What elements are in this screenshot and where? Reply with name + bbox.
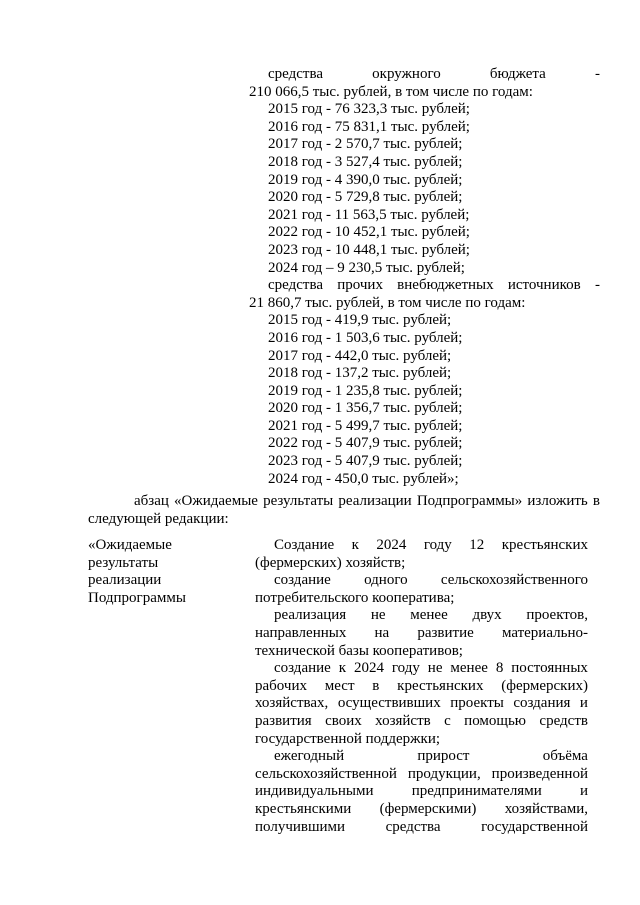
results-word: хозяйствами,	[504, 800, 588, 817]
results-word: сельскохозяйственного	[440, 572, 588, 589]
okrug-year-line: 2018 год - 3 527,4 тыс. рублей;	[268, 153, 463, 170]
results-line	[255, 695, 588, 713]
instruction-line-1	[88, 493, 600, 511]
okrug-year-line: 2015 год - 76 323,3 тыс. рублей;	[268, 101, 470, 118]
results-line-last: потребительского кооператива;	[255, 589, 455, 606]
results-word: рабочих	[255, 677, 307, 694]
results-word: создание	[274, 572, 331, 589]
results-word: хозяйствах,	[255, 695, 329, 712]
extra-year-line: 2015 год - 419,9 тыс. рублей;	[268, 312, 452, 329]
results-line	[255, 713, 588, 731]
okrug-lead-word: -	[594, 66, 600, 82]
extra-budget-years	[249, 312, 600, 488]
results-word: развития	[255, 712, 312, 729]
results-line-last: (фермерских) хозяйств;	[255, 554, 406, 571]
results-word: одного	[364, 572, 408, 589]
results-word: в	[372, 677, 380, 694]
instruction-word: реализации	[338, 493, 412, 509]
okrug-year-line: 2019 год - 4 390,0 тыс. рублей;	[268, 171, 463, 188]
results-line	[255, 660, 588, 678]
results-word: средства	[385, 818, 441, 835]
results-word: менее	[410, 607, 448, 624]
results-line	[255, 766, 588, 784]
extra-lead-word: -	[594, 277, 600, 294]
results-word: своих	[325, 712, 362, 729]
results-value-cell	[255, 537, 588, 836]
instruction-word: в	[592, 493, 600, 509]
results-line	[255, 801, 588, 819]
okrug-year-line: 2017 год - 2 570,7 тыс. рублей;	[268, 136, 463, 153]
extra-budget-lead-line	[249, 277, 600, 295]
extra-lead-word: источников	[507, 277, 581, 294]
results-word: (фермерскими)	[379, 800, 477, 817]
okrug-year-line: 2022 год - 10 452,1 тыс. рублей;	[268, 224, 470, 241]
results-paragraph	[255, 660, 588, 748]
results-word: прирост	[417, 748, 470, 765]
results-word: получившими	[255, 818, 346, 835]
results-label-line: «Ожидаемые	[88, 537, 172, 553]
extra-year-line: 2022 год - 5 407,9 тыс. рублей;	[268, 435, 463, 452]
results-word: году	[391, 660, 420, 677]
results-word: проектов,	[526, 607, 588, 624]
results-word: осуществивших	[337, 695, 441, 712]
results-word: году	[423, 537, 452, 553]
results-word: не	[370, 607, 386, 624]
results-label-cell	[88, 537, 238, 607]
results-line-last: государственной поддержки;	[255, 730, 441, 747]
results-label-line: Подпрограммы	[88, 589, 186, 606]
results-word: 2024	[353, 660, 384, 677]
okrug-year-line: 2020 год - 5 729,8 тыс. рублей;	[268, 189, 463, 206]
results-word: крестьянскими	[255, 800, 352, 817]
results-word: менее	[450, 660, 488, 677]
instruction-word: изложить	[527, 493, 588, 509]
results-word: 2024	[376, 537, 407, 553]
extra-lead-word: внебюджетных	[397, 277, 494, 294]
okrug-budget-years	[249, 101, 600, 277]
results-word: государственной	[481, 818, 588, 835]
results-paragraph	[255, 607, 588, 660]
results-word: реализация	[274, 607, 347, 624]
results-word: развитие	[417, 624, 474, 641]
results-word: индивидуальными	[255, 783, 374, 800]
results-line-last: технической базы кооперативов;	[255, 642, 463, 659]
okrug-lead-word: средства	[268, 66, 324, 82]
extra-year-line: 2024 год - 450,0 тыс. рублей»;	[268, 470, 459, 487]
results-word: и	[579, 783, 588, 800]
results-line	[255, 678, 588, 696]
results-label-line: реализации	[88, 572, 162, 589]
results-word: двух	[472, 607, 502, 624]
results-word: 8	[495, 660, 504, 677]
extra-lead-word: прочих	[337, 277, 383, 294]
results-word: на	[374, 624, 390, 641]
results-word: проекты	[450, 695, 504, 712]
instruction-paragraph	[88, 493, 600, 528]
instruction-word: «Ожидаемые	[174, 493, 258, 509]
results-word: материально-	[501, 624, 588, 641]
results-word: к	[338, 660, 347, 677]
results-word: продукции,	[407, 765, 481, 782]
extra-year-line: 2020 год - 1 356,7 тыс. рублей;	[268, 400, 463, 417]
results-word: средств	[539, 712, 588, 729]
results-line	[255, 572, 588, 590]
extra-year-line: 2019 год - 1 235,8 тыс. рублей;	[268, 382, 463, 399]
results-paragraph	[255, 537, 588, 572]
instruction-line-2: следующей редакции:	[88, 510, 229, 527]
results-line	[255, 537, 588, 555]
results-word: и	[579, 695, 588, 712]
results-word: сельскохозяйственной	[255, 765, 397, 782]
results-word: ежегодный	[274, 748, 345, 765]
results-word: помощью	[464, 712, 527, 729]
results-paragraph	[255, 572, 588, 607]
extra-year-line: 2021 год - 5 499,7 тыс. рублей;	[268, 417, 463, 434]
results-word: мест	[324, 677, 355, 694]
okrug-lead-word: бюджета	[489, 66, 546, 82]
extra-year-line: 2016 год - 1 503,6 тыс. рублей;	[268, 329, 463, 346]
results-word: предпринимателями	[411, 783, 542, 800]
results-line	[255, 819, 588, 837]
results-word: создание	[274, 660, 331, 677]
results-word: произведенной	[491, 765, 588, 782]
okrug-year-line: 2021 год - 11 563,5 тыс. рублей;	[268, 206, 470, 223]
results-word: крестьянских	[397, 677, 484, 694]
results-word: постоянных	[511, 660, 588, 677]
okrug-lead-word: окружного	[372, 66, 441, 82]
okrug-year-line: 2016 год - 75 831,1 тыс. рублей;	[268, 118, 470, 135]
extra-year-line: 2023 год - 5 407,9 тыс. рублей;	[268, 453, 463, 470]
results-word: хозяйств	[375, 712, 431, 729]
results-label-line: результаты	[88, 554, 159, 571]
results-word: объёма	[542, 748, 588, 765]
okrug-year-line: 2024 год – 9 230,5 тыс. рублей;	[268, 259, 465, 276]
results-line	[255, 748, 588, 766]
instruction-word: Подпрограммы»	[416, 493, 523, 509]
okrug-budget-lead-line	[249, 66, 600, 84]
results-paragraph	[255, 748, 588, 836]
okrug-year-line: 2023 год - 10 448,1 тыс. рублей;	[268, 241, 470, 258]
instruction-word: абзац	[134, 493, 169, 509]
results-word: с	[444, 712, 451, 729]
results-word: не	[427, 660, 443, 677]
results-word: 12	[469, 537, 485, 553]
results-word: создания	[513, 695, 571, 712]
extra-budget-total: 21 860,7 тыс. рублей, в том числе по годам:	[249, 294, 526, 311]
extra-year-line: 2017 год - 442,0 тыс. рублей;	[268, 347, 452, 364]
results-word: направленных	[255, 624, 347, 641]
okrug-budget-total: 210 066,5 тыс. рублей, в том числе по годам:	[249, 83, 533, 100]
extra-year-line: 2018 год - 137,2 тыс. рублей;	[268, 365, 452, 382]
instruction-word: результаты	[263, 493, 334, 509]
results-word: Создание	[274, 537, 335, 553]
results-line	[255, 783, 588, 801]
results-line	[255, 625, 588, 643]
results-word: (фермерских)	[501, 677, 588, 694]
funding-section	[249, 66, 600, 488]
results-word: крестьянских	[501, 537, 588, 553]
results-word: к	[351, 537, 359, 553]
extra-lead-word: средства	[268, 277, 324, 294]
results-line	[255, 607, 588, 625]
